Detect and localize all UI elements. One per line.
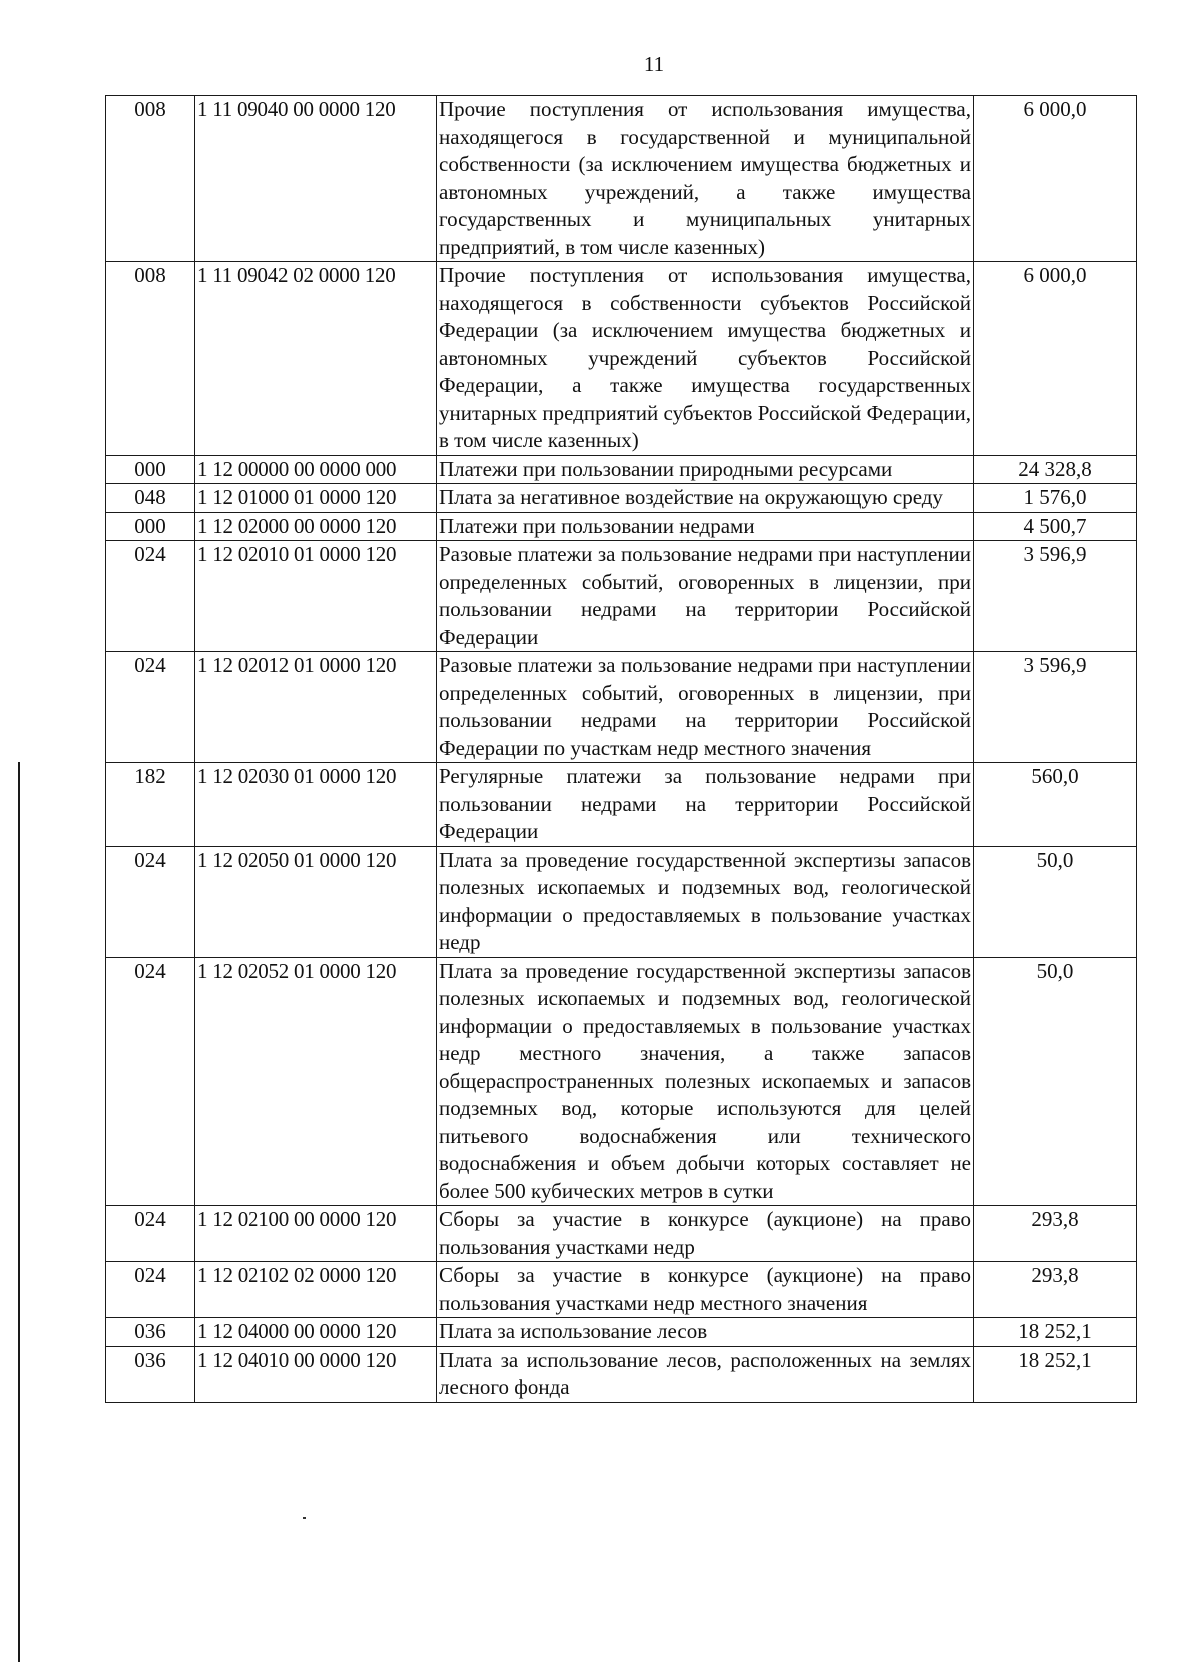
admin-code-cell: 024 — [106, 846, 195, 957]
budget-code-cell: 1 12 01000 01 0000 120 — [195, 484, 437, 513]
budget-code-cell: 1 12 04000 00 0000 120 — [195, 1318, 437, 1347]
table-row — [106, 1206, 1137, 1262]
table-row — [106, 846, 1137, 957]
revenue-name-cell: Платежи при пользовании недрами — [437, 512, 974, 541]
table-row — [106, 484, 1137, 513]
admin-code-cell: 024 — [106, 957, 195, 1206]
budget-code-cell: 1 12 00000 00 0000 000 — [195, 455, 437, 484]
page-number: 11 — [643, 52, 665, 76]
budget-code-cell: 1 12 02102 02 0000 120 — [195, 1262, 437, 1318]
amount-cell: 1 576,0 — [974, 484, 1137, 513]
table-row — [106, 96, 1137, 262]
revenue-name-cell: Плата за проведение государственной экспертизы запасов полезных ископаемых и подземных вод, геологической информации о предоставляемых в пользование участках недр местного значения, а также запасов общераспространенных полезных ископаемых и запасов подземных вод, которые используются для целей питьевого водоснабжения или технического водоснабжения и объем добычи которых составляет не более 500 кубических метров в сутки — [437, 957, 974, 1206]
table-row — [106, 541, 1137, 652]
budget-code-cell: 1 12 02052 01 0000 120 — [195, 957, 437, 1206]
table-row — [106, 763, 1137, 847]
revenue-name-cell: Плата за негативное воздействие на окружающую среду — [437, 484, 974, 513]
revenue-name-cell: Плата за проведение государственной экспертизы запасов полезных ископаемых и подземных вод, геологической информации о предоставляемых в пользование участках недр — [437, 846, 974, 957]
budget-code-cell: 1 12 04010 00 0000 120 — [195, 1346, 437, 1402]
admin-code-cell: 048 — [106, 484, 195, 513]
table-row — [106, 512, 1137, 541]
revenue-name-cell: Разовые платежи за пользование недрами при наступлении определенных событий, оговоренных в лицензии, при пользовании недрами на территории Российской Федерации по участкам недр местного значения — [437, 652, 974, 763]
admin-code-cell: 000 — [106, 455, 195, 484]
revenue-name-cell: Плата за использование лесов, расположенных на землях лесного фонда — [437, 1346, 974, 1402]
amount-cell: 4 500,7 — [974, 512, 1137, 541]
amount-cell: 293,8 — [974, 1206, 1137, 1262]
table-row — [106, 957, 1137, 1206]
admin-code-cell: 008 — [106, 262, 195, 456]
revenue-name-cell: Прочие поступления от использования имущества, находящегося в собственности субъектов Российской Федерации (за исключением имущества бюджетных и автономных учреждений субъектов Российской Федерации, а также имущества государственных унитарных предприятий субъектов Российской Федерации, в том числе казенных) — [437, 262, 974, 456]
budget-code-cell: 1 12 02100 00 0000 120 — [195, 1206, 437, 1262]
revenue-name-cell: Регулярные платежи за пользование недрами при пользовании недрами на территории Российской Федерации — [437, 763, 974, 847]
table-row — [106, 1262, 1137, 1318]
amount-cell: 6 000,0 — [974, 96, 1137, 262]
amount-cell: 293,8 — [974, 1262, 1137, 1318]
amount-cell: 18 252,1 — [974, 1346, 1137, 1402]
revenue-name-cell: Плата за использование лесов — [437, 1318, 974, 1347]
amount-cell: 50,0 — [974, 957, 1137, 1206]
budget-code-cell: 1 11 09042 02 0000 120 — [195, 262, 437, 456]
amount-cell: 3 596,9 — [974, 541, 1137, 652]
table-row — [106, 652, 1137, 763]
amount-cell: 3 596,9 — [974, 652, 1137, 763]
admin-code-cell: 182 — [106, 763, 195, 847]
amount-cell: 50,0 — [974, 846, 1137, 957]
budget-code-cell: 1 11 09040 00 0000 120 — [195, 96, 437, 262]
table-row — [106, 262, 1137, 456]
table-row — [106, 1346, 1137, 1402]
revenue-name-cell: Прочие поступления от использования имущества, находящегося в государственной и муниципальной собственности (за исключением имущества бюджетных и автономных учреждений, а также имущества государственных и муниципальных унитарных предприятий, в том числе казенных) — [437, 96, 974, 262]
admin-code-cell: 024 — [106, 541, 195, 652]
scan-artifact-dot — [303, 1517, 306, 1519]
budget-code-cell: 1 12 02010 01 0000 120 — [195, 541, 437, 652]
budget-code-cell: 1 12 02000 00 0000 120 — [195, 512, 437, 541]
revenue-name-cell: Платежи при пользовании природными ресурсами — [437, 455, 974, 484]
revenue-name-cell: Разовые платежи за пользование недрами при наступлении определенных событий, оговоренных в лицензии, при пользовании недрами на территории Российской Федерации — [437, 541, 974, 652]
admin-code-cell: 000 — [106, 512, 195, 541]
admin-code-cell: 036 — [106, 1318, 195, 1347]
amount-cell: 24 328,8 — [974, 455, 1137, 484]
budget-code-cell: 1 12 02050 01 0000 120 — [195, 846, 437, 957]
budget-code-cell: 1 12 02012 01 0000 120 — [195, 652, 437, 763]
admin-code-cell: 036 — [106, 1346, 195, 1402]
revenue-table-body — [106, 96, 1137, 1403]
scan-margin-line — [18, 762, 20, 1662]
amount-cell: 6 000,0 — [974, 262, 1137, 456]
amount-cell: 560,0 — [974, 763, 1137, 847]
revenue-name-cell: Сборы за участие в конкурсе (аукционе) на право пользования участками недр местного значения — [437, 1262, 974, 1318]
revenue-table — [105, 95, 1137, 1403]
amount-cell: 18 252,1 — [974, 1318, 1137, 1347]
revenue-name-cell: Сборы за участие в конкурсе (аукционе) на право пользования участками недр — [437, 1206, 974, 1262]
admin-code-cell: 024 — [106, 1206, 195, 1262]
table-row — [106, 455, 1137, 484]
table-row — [106, 1318, 1137, 1347]
admin-code-cell: 024 — [106, 1262, 195, 1318]
admin-code-cell: 008 — [106, 96, 195, 262]
budget-code-cell: 1 12 02030 01 0000 120 — [195, 763, 437, 847]
admin-code-cell: 024 — [106, 652, 195, 763]
